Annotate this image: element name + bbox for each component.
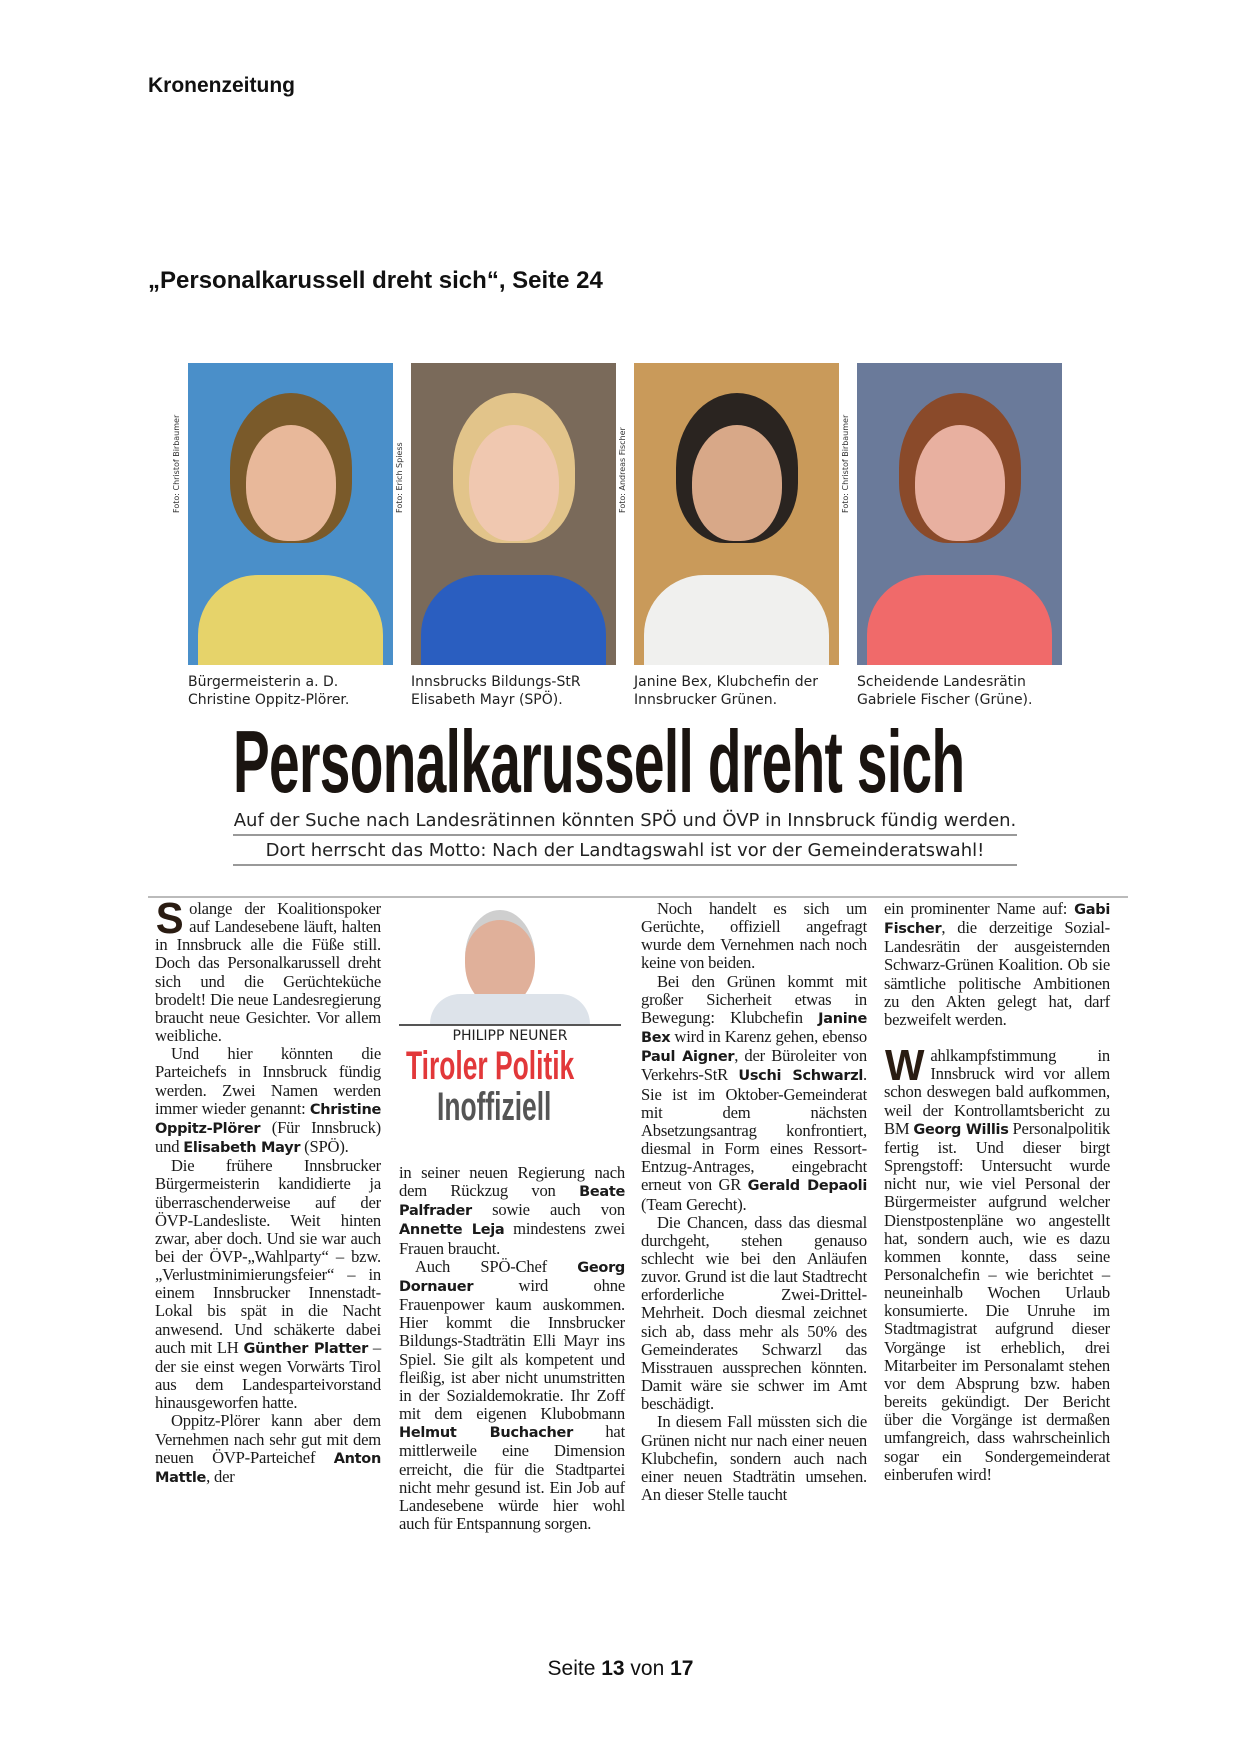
person-name: Paul Aigner — [641, 1049, 735, 1066]
person-name: Georg Willis — [913, 1121, 1009, 1138]
text-run: olange der Koalitionspoker auf Landesebene läuft, halten in Innsbruck alle die Füße still. Doch das Personalkarussell dreht sich und die Gerüchteküche brodelt! Die neue Landesregierung braucht neue Gesichter. Vor allem weibliche. — [155, 899, 381, 1046]
text-run: Noch handelt es sich um Gerüchte, offiziell angefragt wurde dem Vernehmen nach noch keine von beiden. — [641, 899, 867, 973]
author-photo — [430, 900, 590, 1024]
text-run: mindestens zwei Frauen braucht. — [399, 1219, 625, 1258]
text-run: (Für Innsbruck) und — [155, 1117, 381, 1157]
caption-line: Innsbrucks Bildungs-StR — [411, 674, 581, 690]
person-name: Gabi Fischer — [884, 902, 1110, 938]
text-run: ein prominenter Name auf: — [884, 899, 1075, 918]
text-run: in seiner neuen Regierung nach dem Rückzug von — [399, 1163, 625, 1201]
text-run: . Sie ist im Oktober-Gemeinderat mit dem nächsten Absetzungsantrag konfrontiert, diesmal in Form eines Ressort-Entzug-Antrages, eingebracht erneut von GR — [641, 1065, 867, 1195]
text-run: , der — [206, 1466, 235, 1486]
article-column-3 — [641, 900, 867, 1504]
text-run: Personalpolitik fertig ist. Und dieser birgt Sprengstoff: Untersucht wurde nicht nur, wie viel Personal der Bürgermeister aufgrund welcher Dienstpostenpläne wo angestellt hat, sondern auch, wie es dazu kommen konnte, dass seine Personalchefin – wie berichtet – neuneinhalb Wochen Urlaub konsumierte. Die Unruhe im Stadtmagistrat aufgrund dieser Vorgänge ist erheblich, drei Mitarbeiter im Personalamt stehen vor dem Absprung bzw. haben bereits gekündigt. Der Bericht über die Vorgänge ist dermaßen umfangreich, dass wahrscheinlich sogar ein Sondergemeinderat einberufen wird! — [884, 1118, 1110, 1484]
text-run: – der sie einst wegen Vorwärts Tirol aus dem Landesparteivorstand hinausgeworfen hatte. — [155, 1337, 381, 1413]
text-run: , die derzeitige Sozial-Landesrätin der ausgeisternden Schwarz-Grünen Koalition. Ob sie sämtliche politische Ambitionen zu den Akten gelegt hat, darf bezweifelt werden. — [884, 918, 1110, 1029]
footer-prefix: Seite — [547, 1657, 602, 1680]
subtitle-line-2: Dort herrscht das Motto: Nach der Landtagswahl ist vor der Gemeinderatswahl! — [233, 840, 1017, 866]
paragraph — [399, 1164, 625, 1258]
footer-mid: von — [624, 1657, 671, 1680]
text-run: Auch SPÖ-Chef — [415, 1256, 578, 1276]
publication-name: Kronenzeitung — [148, 74, 295, 97]
author-divider — [399, 1024, 621, 1026]
portrait-photo — [634, 363, 839, 665]
text-run: Die Chancen, dass das diesmal durchgeht, stehen genauso schlecht wie bei den Anläufen zuvor. Grund ist die laut Stadtrecht erforderliche Zwei-Drittel-Mehrheit. Doch diesmal zeichnet sich ab, dass mehr als 50% des Gemeinderates Schwarzl das Misstrauen aussprechen könnten. Damit wäre sie schwer im Amt beschädigt. — [641, 1212, 867, 1414]
text-run: hat mittlerweile eine Dimension erreicht, die für die Stadtpartei nicht mehr gesund ist. Ein Job auf Landesebene würde hier wohl auch für Entspannung sorgen. — [399, 1422, 625, 1533]
photo-credit: Foto: Erich Spiess — [395, 442, 404, 513]
page-footer — [0, 1657, 1241, 1681]
author-name: PHILIPP NEUNER — [452, 1028, 568, 1044]
portrait-photo — [857, 363, 1062, 665]
divider — [148, 896, 1128, 898]
photo-caption — [188, 673, 403, 709]
person-name: Beate Palfrader — [399, 1184, 625, 1220]
text-run: sowie auch von — [471, 1200, 625, 1220]
drop-cap: S — [155, 894, 184, 943]
text-run: Oppitz-Plörer kann aber dem Vernehmen nach sehr gut mit dem neuen ÖVP-Parteichef — [155, 1411, 381, 1467]
person-name: Gerald Depaoli — [747, 1178, 867, 1195]
caption-line: Innsbrucker Grünen. — [634, 692, 778, 708]
person-name: Uschi Schwarzl — [738, 1068, 864, 1085]
current-page: 13 — [601, 1657, 625, 1680]
text-run: ahlkampfstimmung in Innsbruck wird vor allem schon deswegen bald aufkommen, weil der Kontrollamtsbericht zu BM — [884, 1046, 1110, 1138]
caption-line: Scheidende Landesrätin — [857, 674, 1026, 690]
paragraph — [641, 900, 867, 973]
photo-caption — [857, 673, 1072, 709]
column-title: Tiroler Politik — [406, 1044, 575, 1088]
text-run: (Team Gerecht). — [641, 1194, 747, 1214]
paragraph — [884, 900, 1110, 1029]
person-name: Helmut Buchacher — [399, 1425, 573, 1442]
caption-line: Bürgermeisterin a. D. — [188, 674, 339, 690]
total-pages: 17 — [670, 1657, 694, 1680]
paragraph — [155, 894, 381, 1046]
portrait-photo — [188, 363, 393, 665]
article-reference: „Personalkarussell dreht sich“, Seite 24 — [148, 267, 603, 294]
photo-caption — [411, 673, 626, 709]
text-run: Und hier könnten die Parteichefs in Innsbruck fündig werden. Zwei Namen werden immer wieder genannt: — [155, 1044, 381, 1118]
photo-credit: Foto: Andreas Fischer — [618, 427, 627, 513]
subtitle-line-1: Auf der Suche nach Landesrätinnen könnten SPÖ und ÖVP in Innsbruck fündig werden. — [233, 810, 1017, 836]
article-column-4 — [884, 900, 1110, 1484]
person-name: Georg Dornauer — [399, 1259, 625, 1295]
column-subtitle: Inoffiziell — [437, 1085, 552, 1129]
paragraph — [155, 1412, 381, 1487]
portrait-photo — [411, 363, 616, 665]
photo-caption — [634, 673, 849, 709]
paragraph — [155, 1157, 381, 1412]
photo-credit: Foto: Christof Birbaumer — [841, 414, 850, 513]
paragraph — [884, 1041, 1110, 1484]
paragraph — [641, 1214, 867, 1414]
paragraph — [641, 1413, 867, 1504]
text-run: Bei den Grünen kommt mit großer Sicherheit etwas in Bewegung: Klubchefin — [641, 971, 867, 1027]
article-column-2 — [399, 1164, 625, 1533]
person-name: Janine Bex — [641, 1010, 867, 1047]
photo-credit: Foto: Christof Birbaumer — [172, 414, 181, 513]
person-name: Annette Leja — [399, 1222, 505, 1239]
caption-line: Christine Oppitz-Plörer. — [188, 692, 350, 708]
caption-line: Elisabeth Mayr (SPÖ). — [411, 692, 563, 708]
paragraph — [155, 1045, 381, 1157]
paragraph — [641, 973, 867, 1214]
text-run: , der Büroleiter von Verkehrs-StR — [641, 1046, 867, 1085]
person-name: Anton Mattle — [155, 1450, 381, 1486]
headline: Personalkarussell dreht sich — [233, 712, 965, 811]
text-run: In diesem Fall müssten sich die Grünen nicht nur nach einer neuen Klubchefin, sondern auch nach einer neuen Stadträtin umsehen. An dieser Stelle taucht — [641, 1412, 867, 1504]
text-run: wird in Karenz gehen, ebenso — [670, 1027, 867, 1047]
person-name: Elisabeth Mayr — [183, 1140, 301, 1157]
drop-cap: W — [885, 1041, 925, 1091]
person-name: Günther Platter — [243, 1340, 368, 1357]
person-name: Christine Oppitz-Plörer — [155, 1101, 381, 1137]
article-column-1 — [155, 894, 381, 1487]
text-run: wird ohne Frauenpower kaum auskommen. Hier kommt die Innsbrucker Bildungs-Stadträtin Elli Mayr ins Spiel. Sie gilt als kompetent und fleißig, ist aber nicht unumstritten in der Sozialdemokratie. Ihr Zoff mit dem eigenen Klubobmann — [399, 1275, 625, 1424]
caption-line: Janine Bex, Klubchefin der — [634, 674, 818, 690]
paragraph — [399, 1258, 625, 1533]
caption-line: Gabriele Fischer (Grüne). — [857, 692, 1033, 708]
text-run: (SPÖ). — [300, 1137, 349, 1157]
text-run: Die frühere Innsbrucker Bürgermeisterin kandidierte ja überraschenderweise auf der ÖVP-Landesliste. Weit hinten zwar, aber doch. Und sie war auch bei der ÖVP-„Wahlparty“ – bzw. „Verlustminimierungsfeier“ – in einem Innsbrucker Innenstadt-Lokal bis spät in die Nacht anwesend. Und schäkerte dabei auch mit LH — [155, 1156, 381, 1357]
